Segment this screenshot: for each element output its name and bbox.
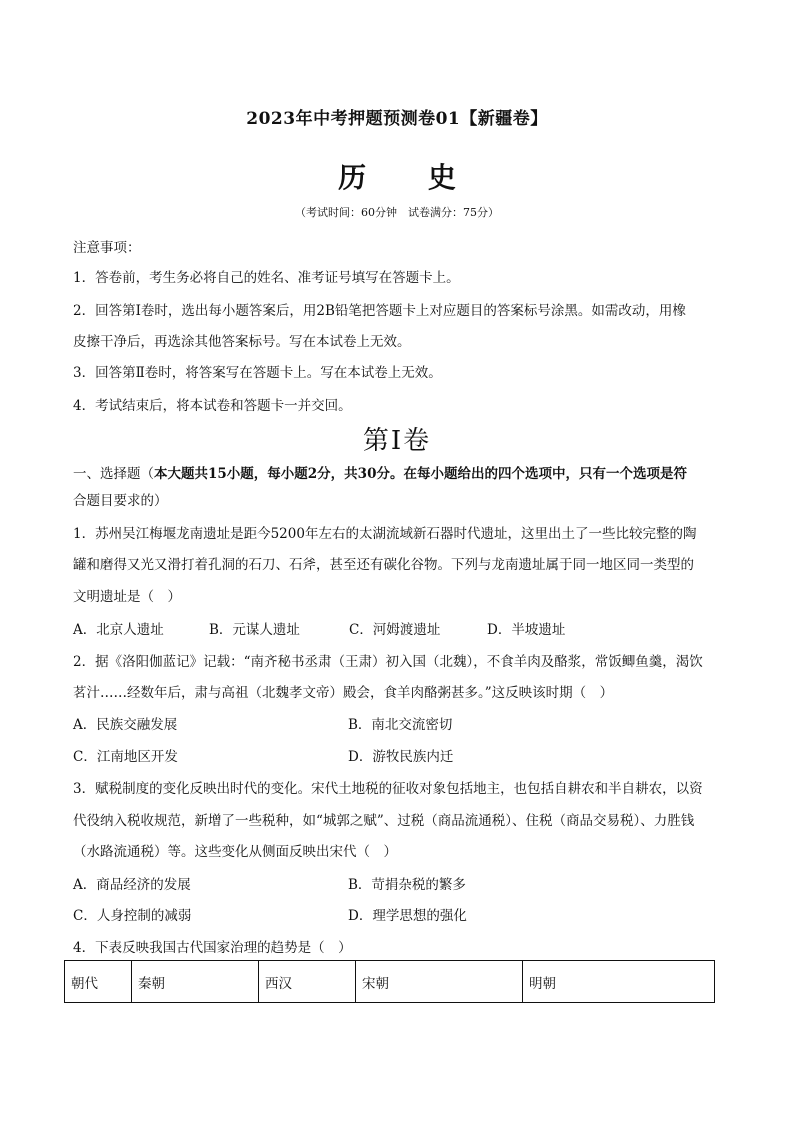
section-title: 第Ⅰ卷 bbox=[362, 426, 432, 456]
table-row bbox=[65, 961, 715, 1003]
question-3-line-3: （水路流通税）等。这些变化从侧面反映出宋代（ ） bbox=[73, 844, 397, 860]
question-4-line-1: 4．下表反映我国古代国家治理的趋势是（ ） bbox=[73, 940, 352, 956]
question-3-option-d: D．理学思想的强化 bbox=[348, 908, 467, 924]
question-1-line-2: 罐和磨得又光又滑打着孔洞的石刀、石斧，甚至还有碳化谷物。下列与龙南遗址属于同一地区同一类型的 bbox=[73, 557, 694, 573]
dynasty-table bbox=[64, 960, 715, 1003]
section-intro-cont: 合题目要求的） bbox=[73, 493, 168, 509]
question-3-option-a: A．商品经济的发展 bbox=[73, 877, 191, 893]
section-intro-prefix: 一、选择题（ bbox=[73, 466, 154, 482]
question-2-option-a: A．民族交融发展 bbox=[73, 717, 178, 733]
question-3-line-1: 3．赋税制度的变化反映出时代的变化。宋代土地税的征收对象包括地主，也包括自耕农和半自耕农，以资 bbox=[73, 781, 703, 797]
note-item-2: 2．回答第Ⅰ卷时，选出每小题答案后，用2B铅笔把答题卡上对应题目的答案标号涂黑。如需改动，用橡 bbox=[73, 303, 686, 319]
question-2-line-1: 2．据《洛阳伽蓝记》记载：“南齐秘书丞肃（王肃）初入国（北魏），不食羊肉及酪浆，常饭鲫鱼羹，渴饮 bbox=[73, 654, 703, 670]
question-1-option-a: A．北京人遗址 bbox=[73, 622, 164, 638]
question-1-option-c: C．河姆渡遗址 bbox=[349, 622, 441, 638]
note-item-1: 1．答卷前，考生务必将自己的姓名、准考证号填写在答题卡上。 bbox=[73, 270, 460, 286]
question-1-line-1: 1．苏州吴江梅堰龙南遗址是距今5200年左右的太湖流域新石器时代遗址，这里出土了一些比较完整的陶 bbox=[73, 526, 697, 542]
question-1-option-b: B．元谋人遗址 bbox=[209, 622, 300, 638]
question-2-line-2: 茗汁……经数年后，肃与高祖（北魏孝文帝）殿会，食羊肉酪粥甚多。”这反映该时期（ ） bbox=[73, 685, 614, 701]
table-cell: 秦朝 bbox=[132, 961, 259, 1003]
subject-title: 历 史 bbox=[338, 161, 482, 194]
question-3-line-2: 代役纳入税收规范，新增了一些税种，如“城郭之赋”、过税（商品流通税）、住税（商品交易税）、力胜钱 bbox=[73, 813, 695, 829]
notes-heading: 注意事项： bbox=[73, 240, 141, 256]
question-2-option-c: C．江南地区开发 bbox=[73, 749, 178, 765]
table-cell: 西汉 bbox=[259, 961, 356, 1003]
question-2-option-d: D．游牧民族内迁 bbox=[348, 749, 454, 765]
note-item-4: 4．考试结束后，将本试卷和答题卡一并交回。 bbox=[73, 398, 352, 414]
question-1-line-3: 文明遗址是（ ） bbox=[73, 589, 181, 605]
table-cell: 明朝 bbox=[523, 961, 715, 1003]
question-1-option-d: D．半坡遗址 bbox=[487, 622, 566, 638]
question-2-option-b: B．南北交流密切 bbox=[348, 717, 453, 733]
table-cell: 宋朝 bbox=[356, 961, 523, 1003]
question-3-option-b: B．苛捐杂税的繁多 bbox=[348, 877, 466, 893]
table-cell: 朝代 bbox=[65, 961, 132, 1003]
note-item-3: 3．回答第Ⅱ卷时，将答案写在答题卡上。写在本试卷上无效。 bbox=[73, 365, 442, 381]
section-intro-rule: 本大题共15小题，每小题2分，共30分。在每小题给出的四个选项中，只有一个选项是符 bbox=[154, 466, 687, 482]
exam-info: （考试时间：60分钟 试卷满分：75分） bbox=[295, 206, 499, 219]
question-3-option-c: C．人身控制的减弱 bbox=[73, 908, 192, 924]
document-title: 2023年中考押题预测卷01【新疆卷】 bbox=[246, 109, 548, 129]
note-item-2-cont: 皮擦干净后，再选涂其他答案标号。写在本试卷上无效。 bbox=[73, 334, 411, 350]
section-intro bbox=[73, 462, 723, 482]
